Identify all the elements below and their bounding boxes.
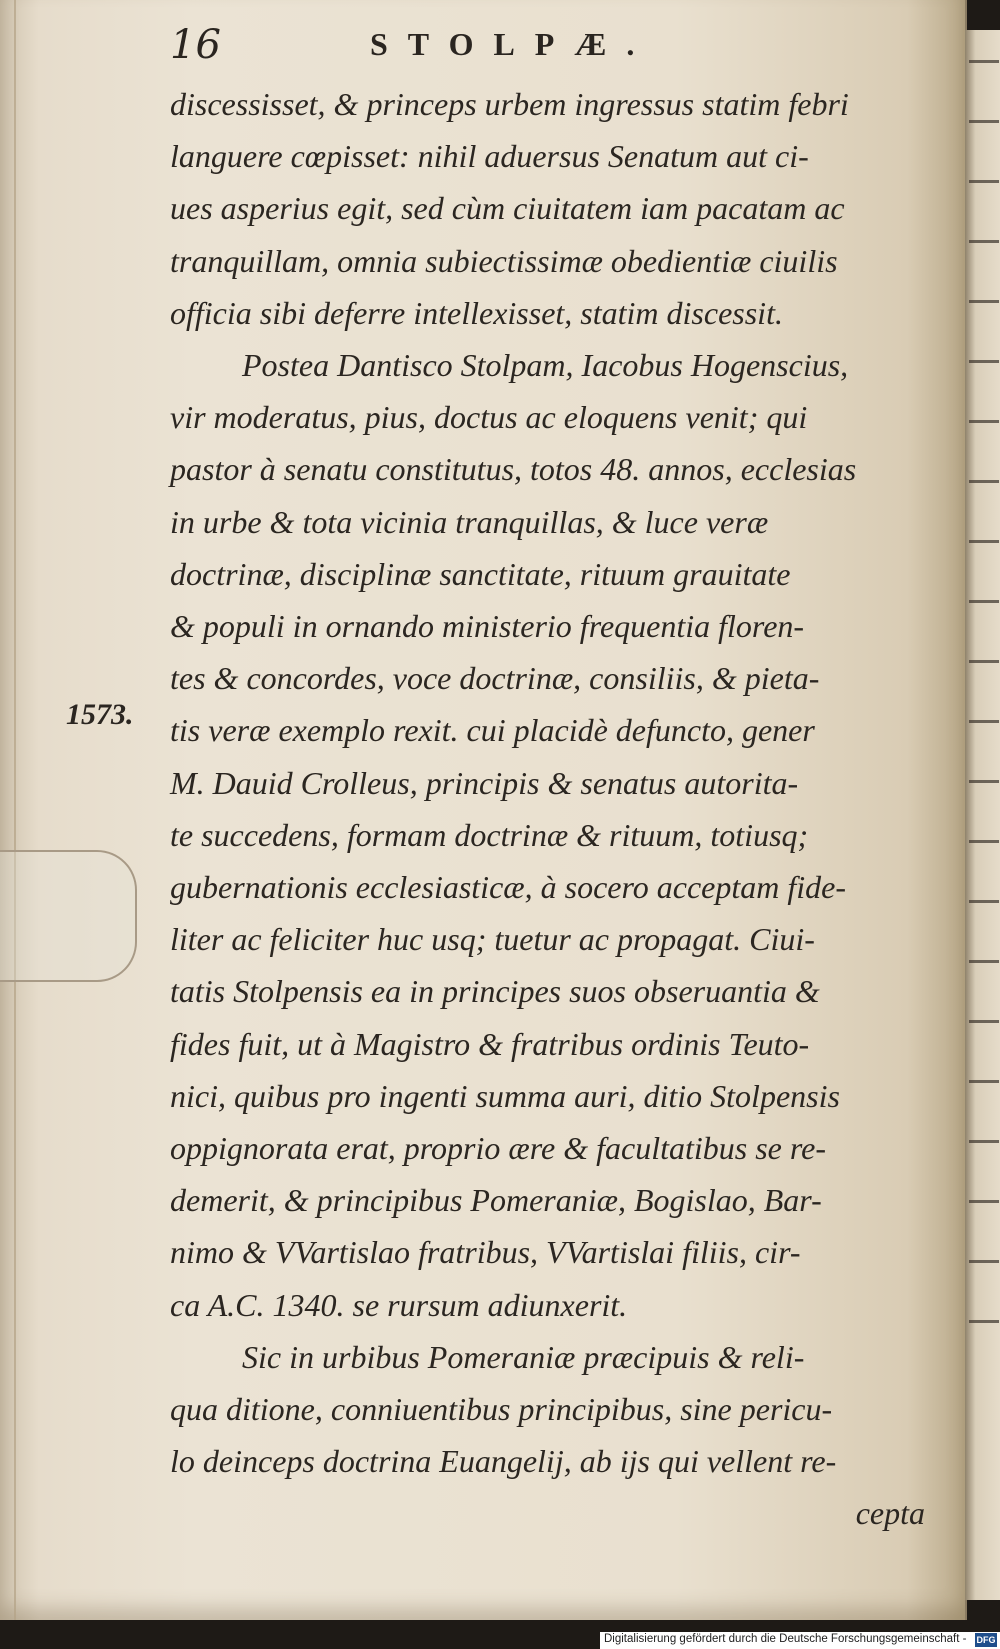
text-line: discessisset, & princeps urbem ingressus statim febri [170, 86, 849, 122]
text-line: lo deinceps doctrina Euangelij, ab ijs qui vellent re- [170, 1443, 837, 1480]
catchword: cepta [855, 1495, 925, 1532]
text-line: oppignorata erat, proprio ære & facultatibus se re- [170, 1130, 826, 1167]
text-line: pastor à senatu constitutus, totos 48. annos, ecclesias [170, 451, 857, 488]
text-line: nici, quibus pro ingenti summa auri, ditio Stolpensis [170, 1077, 840, 1114]
text-line: languere cœpisset: nihil aduersus Senatum aut ci- [170, 138, 809, 175]
page-number: 16 [170, 22, 221, 68]
text-line: liter ac feliciter huc usq; tuetur ac propagat. Ciui- [170, 921, 815, 958]
text-line: tatis Stolpensis ea in principes suos obseruantia & [170, 973, 820, 1010]
text-line: M. Dauid Crolleus, principis & senatus autorita- [170, 764, 799, 801]
dfg-logo: DFG [976, 1635, 996, 1645]
adjacent-page-edge [965, 30, 1000, 1600]
page-clip [0, 850, 137, 982]
text-line: vir moderatus, pius, doctus ac eloquens venit; qui [170, 399, 808, 436]
text-line: tranquillam, omnia subiectissimæ obedientiæ ciuilis [170, 242, 838, 279]
text-line: doctrinæ, disciplinæ sanctitate, rituum grauitate [170, 555, 791, 592]
text-line: officia sibi deferre intellexisset, statim discessit. [170, 294, 783, 331]
text-line: qua ditione, conniuentibus principibus, sine pericu- [170, 1391, 833, 1428]
page-header [0, 20, 965, 80]
footer-credit: Digitalisierung gefördert durch die Deutsche Forschungsgemeinschaft - [604, 1633, 967, 1645]
text-line: Postea Dantisco Stolpam, Iacobus Hogenscius, [242, 347, 849, 384]
text-line: demerit, & principibus Pomeraniæ, Bogislao, Bar- [170, 1182, 822, 1219]
text-line: Sic in urbibus Pomeraniæ præcipuis & reli- [242, 1338, 805, 1375]
text-line: te succedens, formam doctrinæ & rituum, totiusq; [170, 816, 809, 853]
margin-note-year: 1573. [66, 698, 134, 731]
text-line: ues asperius egit, sed cùm ciuitatem iam pacatam ac [170, 190, 845, 227]
text-line: in urbe & tota vicinia tranquillas, & luce veræ [170, 503, 769, 540]
text-line: & populi in ornando ministerio frequentia floren- [170, 608, 805, 645]
text-line: tes & concordes, voce doctrinæ, consiliis, & pieta- [170, 660, 820, 697]
text-line: ca A.C. 1340. se rursum adiunxerit. [170, 1286, 628, 1323]
running-head: STOLPÆ. [370, 26, 655, 62]
text-line: tis veræ exemplo rexit. cui placidè defuncto, gener [170, 712, 815, 749]
text-line: fides fuit, ut à Magistro & fratribus ordinis Teuto- [170, 1025, 810, 1062]
body-text [170, 78, 935, 1540]
text-line: gubernationis ecclesiasticæ, à socero acceptam fide- [170, 869, 846, 906]
text-line: nimo & VVartislao fratribus, VVartislai filiis, cir- [170, 1234, 801, 1271]
